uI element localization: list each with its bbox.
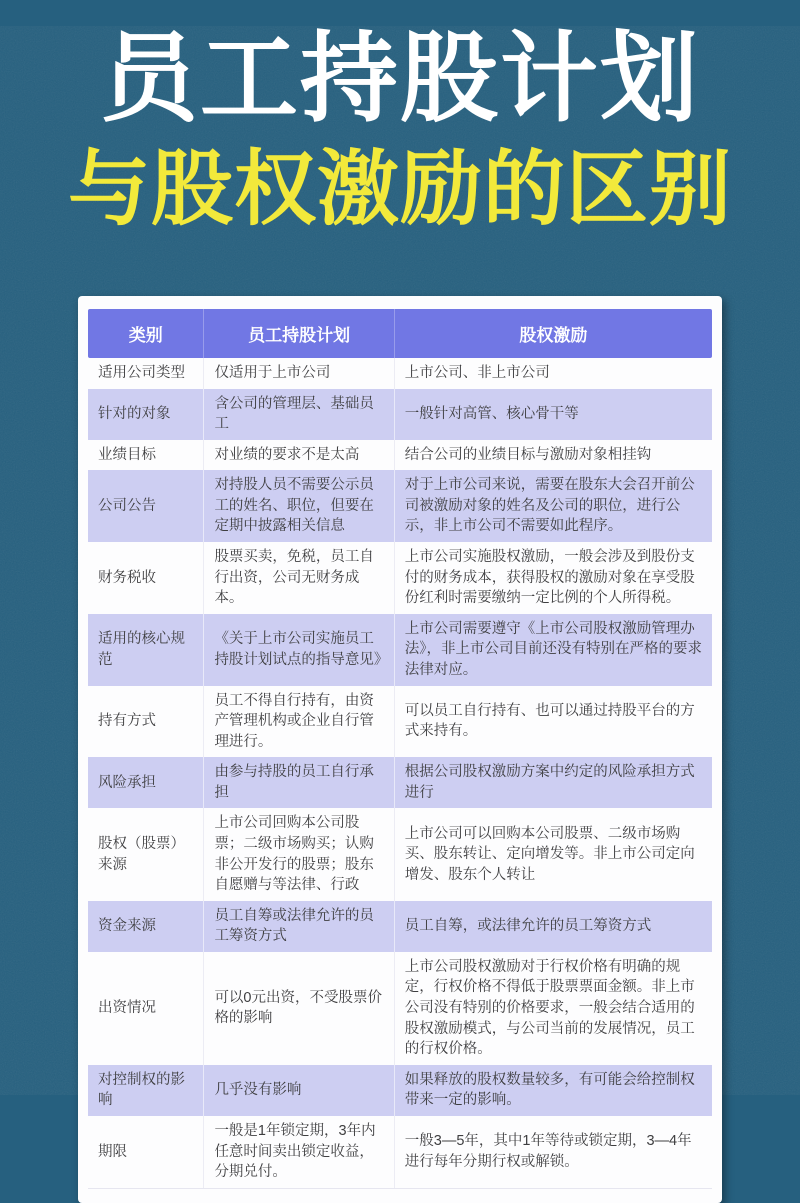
header-esop: 员工持股计划 <box>203 309 393 358</box>
category-cell: 公司公告 <box>98 497 156 514</box>
equity-cell: 员工自筹，或法律允许的员工筹资方式 <box>394 901 712 952</box>
equity-cell: 可以员工自行持有、也可以通过持股平台的方式来持有。 <box>394 686 712 758</box>
comparison-table <box>88 358 712 1189</box>
esop-cell: 《关于上市公司实施员工持股计划试点的指导意见》 <box>203 614 393 686</box>
equity-cell: 一般针对高管、核心骨干等 <box>394 389 712 440</box>
table-row <box>88 542 712 614</box>
header-category: 类别 <box>128 326 163 345</box>
esop-cell: 仅适用于上市公司 <box>203 358 393 389</box>
esop-cell: 对持股人员不需要公示员工的姓名、职位，但要在定期中披露相关信息 <box>203 470 393 542</box>
comparison-card <box>78 296 722 1203</box>
equity-cell: 上市公司、非上市公司 <box>394 358 712 389</box>
category-cell: 资金来源 <box>98 918 156 934</box>
equity-cell: 上市公司股权激励对于行权价格有明确的规定，行权价格不得低于股票票面金额。非上市公司没有特别的价格要求，一般会结合适用的股权激励模式，与公司当前的发展情况，员工的行权价格。 <box>394 952 712 1065</box>
category-cell: 出资情况 <box>98 1000 156 1017</box>
table-header-row <box>88 309 712 358</box>
table-row <box>88 757 712 808</box>
title-block <box>0 23 800 235</box>
category-cell: 业绩目标 <box>98 446 156 463</box>
equity-cell: 上市公司需要遵守《上市公司股权激励管理办法》，非上市公司目前还没有特别在严格的要求法律对应。 <box>394 614 712 686</box>
table-row <box>88 1065 712 1116</box>
esop-cell: 几乎没有影响 <box>203 1065 393 1116</box>
page-title: 员工持股计划 <box>99 23 700 133</box>
esop-cell: 可以0元出资，不受股票价格的影响 <box>203 952 393 1065</box>
category-cell: 财务税收 <box>98 569 156 586</box>
table-row <box>88 358 712 389</box>
equity-cell: 根据公司股权激励方案中约定的风险承担方式进行 <box>394 757 712 808</box>
equity-cell: 对于上市公司来说，需要在股东大会召开前公司被激励对象的姓名及公司的职位，进行公示，非上市公司不需要如此程序。 <box>394 470 712 542</box>
esop-cell: 一般是1年锁定期，3年内任意时间卖出锁定收益，分期兑付。 <box>203 1116 393 1188</box>
table-row <box>88 614 712 686</box>
page-subtitle: 与股权激励的区别 <box>67 143 732 235</box>
table-row <box>88 686 712 758</box>
header-equity: 股权激励 <box>394 309 712 358</box>
esop-cell: 股票买卖，免税，员工自行出资，公司无财务成本。 <box>203 542 393 614</box>
category-cell: 股权（股票）来源 <box>98 835 185 873</box>
esop-cell: 对业绩的要求不是太高 <box>203 440 393 471</box>
category-cell: 风险承担 <box>98 774 156 791</box>
esop-cell: 员工不得自行持有，由资产管理机构或企业自行管理进行。 <box>203 686 393 758</box>
category-cell: 针对的对象 <box>98 405 171 422</box>
equity-cell: 一般3—5年，其中1年等待或锁定期，3—4年进行每年分期行权或解锁。 <box>394 1116 712 1188</box>
table-row <box>88 470 712 542</box>
category-cell: 适用的核心规范 <box>98 631 185 668</box>
infographic <box>0 23 800 1181</box>
category-cell: 对控制权的影响 <box>98 1071 185 1109</box>
table-row <box>88 952 712 1065</box>
esop-cell: 员工自筹或法律允许的员工筹资方式 <box>203 901 393 952</box>
esop-cell: 上市公司回购本公司股票；二级市场购买；认购非公开发行的股票；股东自愿赠与等法律、行政 <box>203 808 393 900</box>
equity-cell: 上市公司实施股权激励，一般会涉及到股份支付的财务成本，获得股权的激励对象在享受股份红利时需要缴纳一定比例的个人所得税。 <box>394 542 712 614</box>
category-cell: 期限 <box>98 1143 127 1160</box>
category-cell: 适用公司类型 <box>98 365 185 381</box>
equity-cell: 如果释放的股权数量较多，有可能会给控制权带来一定的影响。 <box>394 1065 712 1116</box>
table-row <box>88 808 712 900</box>
esop-cell: 由参与持股的员工自行承担 <box>203 757 393 808</box>
equity-cell: 结合公司的业绩目标与激励对象相挂钩 <box>394 440 712 471</box>
equity-cell: 上市公司可以回购本公司股票、二级市场购买、股东转让、定向增发等。非上市公司定向增发、股东个人转让 <box>394 808 712 900</box>
category-cell: 持有方式 <box>98 713 156 730</box>
table-row <box>88 1116 712 1188</box>
table-row <box>88 440 712 471</box>
table-row <box>88 389 712 440</box>
esop-cell: 含公司的管理层、基础员工 <box>203 389 393 440</box>
table-row <box>88 901 712 952</box>
